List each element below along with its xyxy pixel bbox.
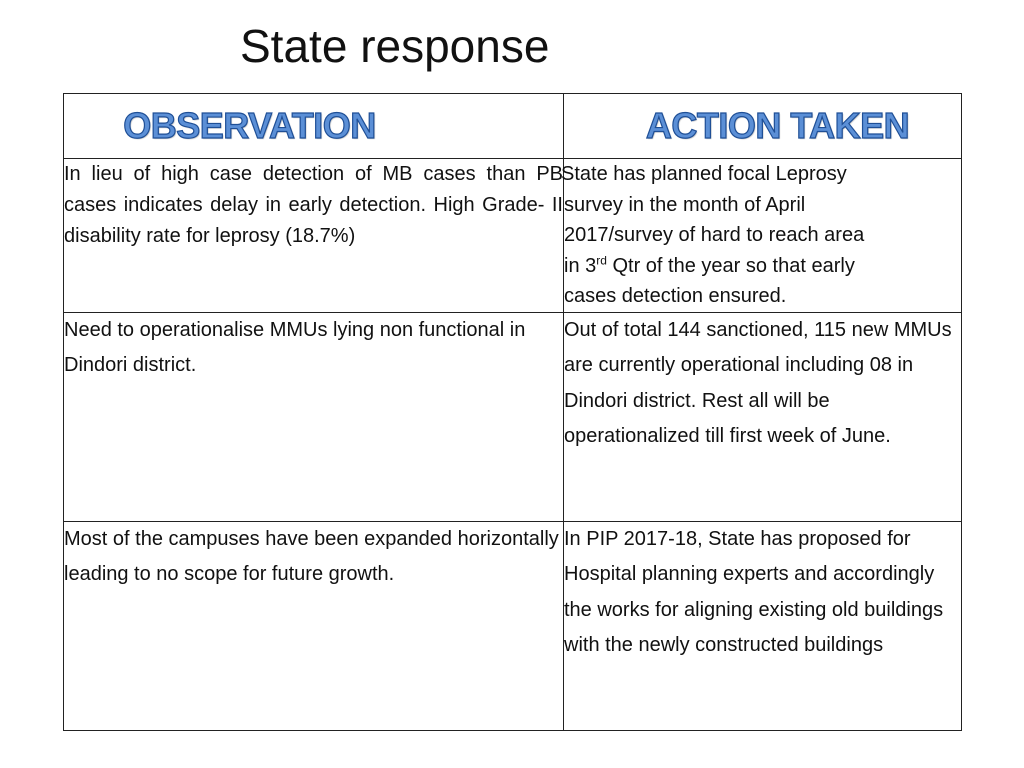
- header-observation: [64, 94, 564, 159]
- action-text: in 3: [564, 254, 597, 277]
- action-line: 2017/survey of hard to reach area: [564, 224, 865, 246]
- action-line: [564, 251, 961, 282]
- table-row: [64, 159, 962, 313]
- header-action-taken-label: ACTION TAKEN: [645, 105, 910, 146]
- action-cell: Out of total 144 sanctioned, 115 new MMUs are currently operational including 08 in Dindori district. Rest all will be operationalized till first week of June.: [564, 312, 962, 521]
- response-table: [63, 93, 962, 731]
- ordinal-suffix: rd: [596, 252, 607, 267]
- observation-cell: Need to operationalise MMUs lying non functional in Dindori district.: [64, 312, 564, 521]
- page-title: State response: [240, 20, 550, 72]
- table-header-row: [64, 94, 962, 159]
- action-cell: [561, 159, 962, 313]
- action-line: State has planned focal Leprosy: [561, 163, 847, 185]
- action-text: Qtr of the year so that early: [606, 254, 855, 277]
- header-action-taken: [564, 94, 962, 159]
- action-line: cases detection ensured.: [564, 285, 787, 307]
- action-cell: In PIP 2017-18, State has proposed for Hospital planning experts and accordingly the works for aligning existing old buildings with the newly constructed buildings: [564, 521, 962, 730]
- header-observation-label: OBSERVATION: [123, 105, 376, 146]
- action-line: survey in the month of April: [564, 193, 806, 216]
- observation-cell: In lieu of high case detection of MB cases than PB cases indicates delay in early detection. High Grade- II disability rate for leprosy (18.7%): [64, 159, 564, 313]
- table-row: [64, 312, 962, 521]
- observation-cell: Most of the campuses have been expanded horizontally leading to no scope for future growth.: [64, 521, 564, 730]
- table-row: [64, 521, 962, 730]
